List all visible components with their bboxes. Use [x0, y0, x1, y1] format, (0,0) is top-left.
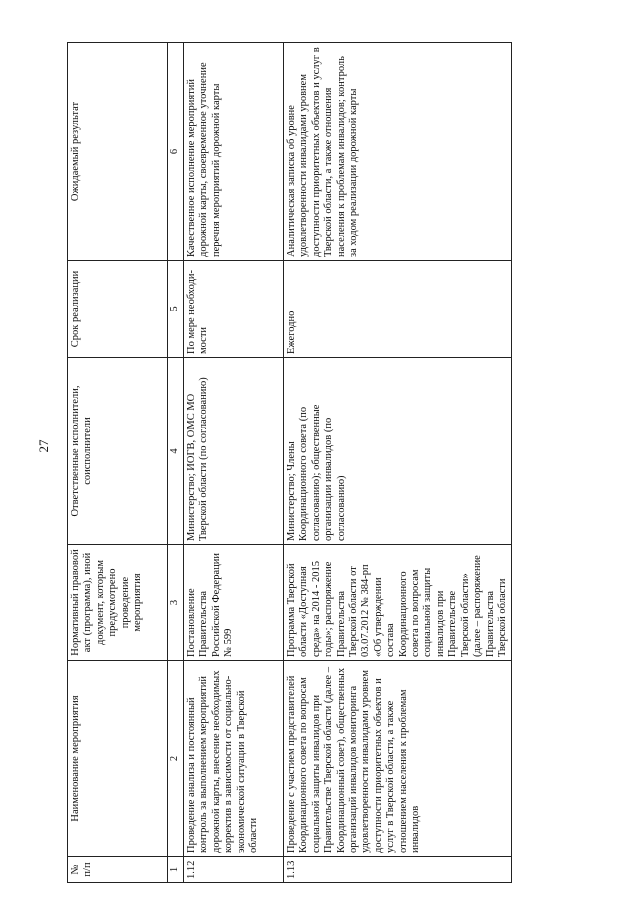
term: По мере необходи-мости	[184, 261, 284, 358]
column-number: 6	[168, 43, 184, 261]
row-number: 1.12	[184, 857, 284, 883]
term: Ежегодно	[284, 261, 512, 358]
activities-table	[67, 42, 512, 883]
normative-act: Постановление Правительства Российской Федерации № 599	[184, 545, 284, 661]
expected-result: Качественное исполнение мероприятий дорожной карты, своевременное уточнение перечня мероприятий дорожной карты	[184, 43, 284, 261]
executors: Министерство; ИОГВ, ОМС МО Тверской области (по согласованию)	[184, 358, 284, 545]
header-activity-name: Наименование мероприятия	[68, 661, 168, 857]
expected-result: Аналитическая записка об уровне удовлетворенности инвалидами уровнем доступности приоритетных объектов и услуг в Тверской области, а также отношения населения к проблемам инвалидов; контроль за ходом реализации дорожной карты	[284, 43, 512, 261]
column-number: 1	[168, 857, 184, 883]
column-number: 4	[168, 358, 184, 545]
normative-act: Программа Тверской области «Доступная среда» на 2014 - 2015 годы»; распоряжение Правительства Тверской области от 03.07.2012 № 384-рп «Об утверждении состава Координационного совета по вопросам социальной защиты инвалидов при Правительстве Тверской области» (далее – распоряжение Правительства Тверской области	[284, 545, 512, 661]
column-numbers-row	[168, 43, 184, 883]
rotated-page-content	[67, 43, 640, 883]
row-number: 1.13	[284, 857, 512, 883]
executors: Министерство; Члены Координационного совета (по согласованию); общественные организации инвалидов (по согласованию)	[284, 358, 512, 545]
activity-name: Проведение с участием представителей Координационного совета по вопросам социальной защиты инвалидов при Правительстве Тверской области (далее – Координационный совет), общественных организаций инвалидов мониторинга удовлетворенности инвалидами уровнем доступности приоритетных объектов и услуг в Тверской области, а также отношением населения к проблемам инвалидов	[284, 661, 512, 857]
column-number: 2	[168, 661, 184, 857]
header-term: Срок реализации	[68, 261, 168, 358]
activity-name: Проведение анализа и постоянный контроль за выполнением мероприятий дорожной карты, внесение необходимых корректив в зависимости от социально-экономической ситуации в Тверской области	[184, 661, 284, 857]
header-normative-act: Нормативный правовой акт (программа), иной документ, которым предусмотрено проведение мероприятия	[68, 545, 168, 661]
header-expected-result: Ожидаемый результат	[68, 43, 168, 261]
column-number: 3	[168, 545, 184, 661]
column-number: 5	[168, 261, 184, 358]
header-executors: Ответственные исполнители, соисполнители	[68, 358, 168, 545]
page-number: 27	[36, 439, 51, 453]
table-header-row	[68, 43, 168, 883]
table-row	[184, 43, 284, 883]
header-number: № п/п	[68, 857, 168, 883]
table-row	[284, 43, 512, 883]
